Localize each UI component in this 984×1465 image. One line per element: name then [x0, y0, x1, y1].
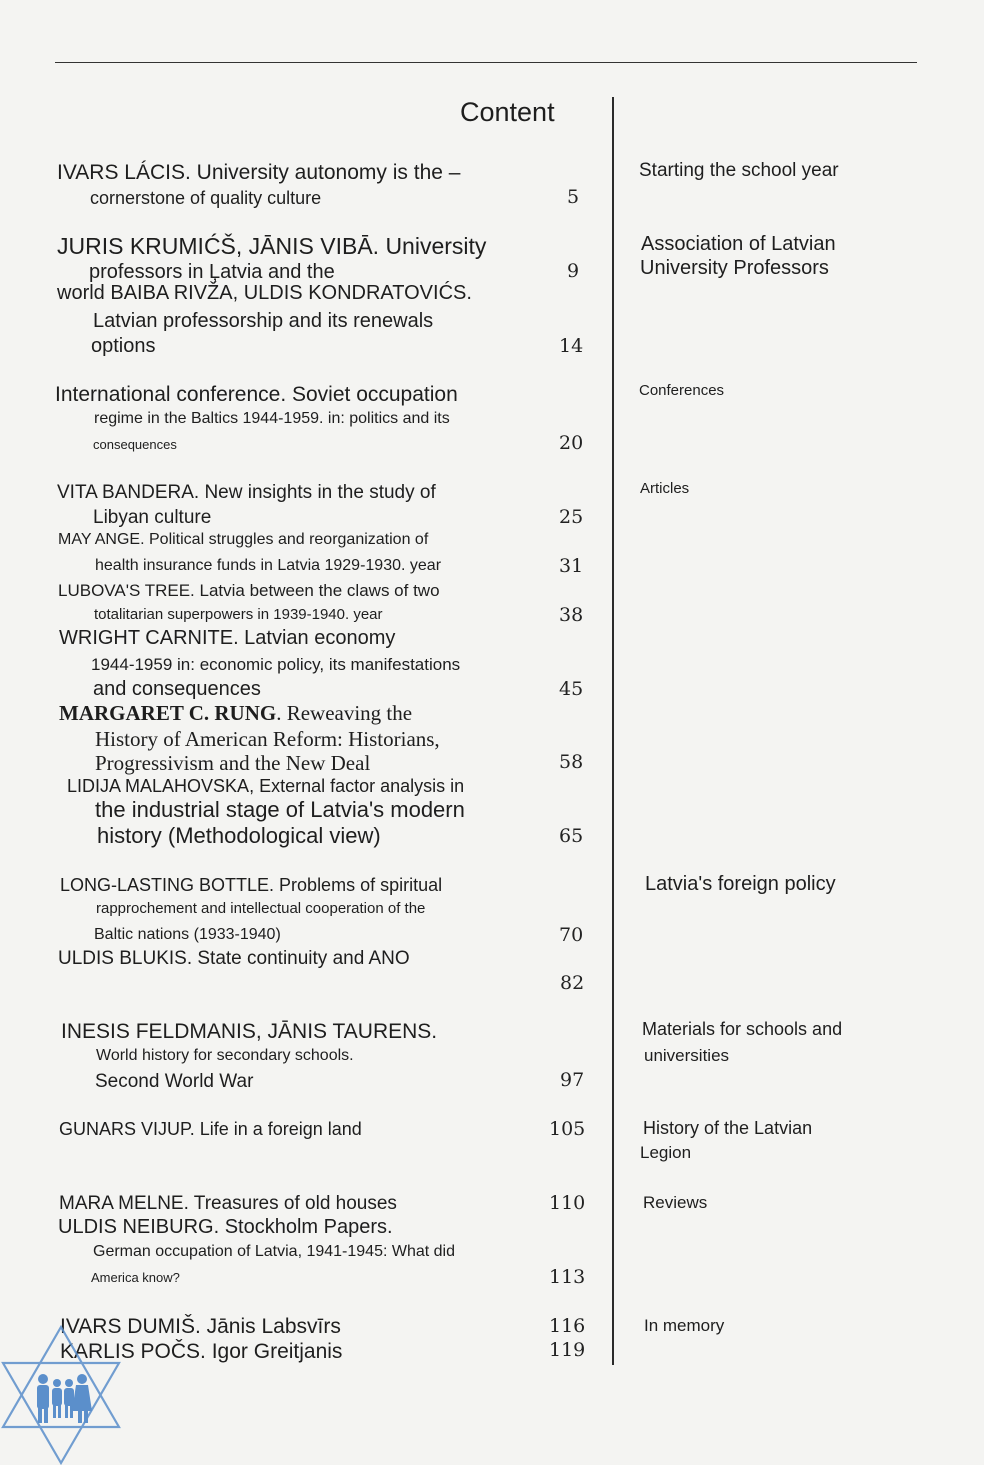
entry-line	[59, 703, 412, 724]
entry-line: 1944-1959 in: economic policy, its manifestations	[91, 655, 461, 674]
section-label: Legion	[640, 1143, 692, 1162]
page-title: Content	[460, 97, 555, 127]
entry-line: LIDIJA MALAHOVSKA, External factor analysis in	[67, 776, 465, 796]
entry-line: rapprochement and intellectual cooperation of the	[96, 900, 426, 917]
entry-line: the industrial stage of Latvia's modern	[95, 797, 465, 822]
entry-line: JURIS KRUMIĆŠ, JĀNIS VIBĀ. University	[57, 233, 487, 259]
entry-line: ULDIS NEIBURG. Stockholm Papers.	[58, 1216, 393, 1238]
entry-line: health insurance funds in Latvia 1929-1930. year	[95, 557, 442, 574]
entry-line: Baltic nations (1933-1940)	[94, 926, 281, 943]
entry-author: MARGARET C. RUNG	[59, 701, 277, 725]
section-label: Association of Latvian	[641, 233, 836, 255]
entry-line: LUBOVA'S TREE. Latvia between the claws of two	[58, 581, 440, 600]
entry-line: LONG-LASTING BOTTLE. Problems of spiritual	[60, 875, 443, 895]
page-number: 116	[549, 1315, 586, 1337]
entry-line: Libyan culture	[93, 507, 212, 528]
section-label: Latvia's foreign policy	[645, 873, 836, 895]
entry-line: World history for secondary schools.	[96, 1047, 354, 1064]
page-number: 38	[559, 604, 584, 626]
entry-line: MARA MELNE. Treasures of old houses	[59, 1193, 397, 1214]
entry-line: professors in Ļatvia and the	[89, 261, 335, 283]
page-number: 31	[559, 555, 584, 577]
page-number: 25	[559, 506, 584, 528]
column-divider	[612, 97, 614, 1365]
section-label: Starting the school year	[639, 160, 839, 181]
entry-line: options	[91, 335, 156, 357]
page-number: 82	[560, 972, 585, 994]
entry-line: consequences	[93, 437, 177, 452]
section-label: History of the Latvian	[643, 1118, 813, 1138]
section-label: University Professors	[640, 257, 829, 279]
top-rule	[55, 62, 917, 63]
entry-line: regime in the Baltics 1944-1959. in: politics and its	[94, 410, 450, 427]
section-label: Materials for schools and	[642, 1019, 843, 1039]
page-number: 70	[559, 924, 584, 946]
entry-line: VITA BANDERA. New insights in the study of	[57, 482, 436, 503]
entry-line: WRIGHT CARNITE. Latvian economy	[59, 627, 396, 649]
entry-line: IVARS DUMIŠ. Jānis Labsvīrs	[60, 1315, 341, 1338]
page-number: 110	[549, 1192, 586, 1214]
page-number: 14	[559, 335, 584, 357]
entry-line: INESIS FELDMANIS, JĀNIS TAURENS.	[61, 1020, 438, 1043]
entry-line: totalitarian superpowers in 1939-1940. year	[94, 606, 383, 623]
entry-line: world BAIBA RIVŽA, ULDIS KONDRATOVIĆS.	[57, 282, 472, 304]
page-number: 97	[560, 1069, 585, 1091]
page-number: 20	[559, 432, 584, 454]
page-number: 105	[549, 1118, 586, 1140]
section-label: Articles	[640, 480, 690, 497]
entry-line: and consequences	[93, 678, 261, 700]
page-number: 65	[559, 825, 584, 847]
entry-line: America know?	[91, 1270, 180, 1285]
entry-line: cornerstone of quality culture	[90, 188, 322, 208]
entry-line: GUNARS VIJUP. Life in a foreign land	[59, 1119, 362, 1139]
entry-line: ULDIS BLUKIS. State continuity and ANO	[58, 948, 410, 969]
page-number: 119	[549, 1339, 586, 1361]
entry-line: Progressivism and the New Deal	[95, 751, 371, 775]
page-number: 9	[567, 260, 580, 282]
page-number: 58	[559, 751, 584, 773]
entry-line: KARLIS POČS. Igor Greitjanis	[60, 1340, 343, 1363]
page-number: 113	[549, 1266, 586, 1288]
entry-line: history (Methodological view)	[97, 823, 381, 848]
page-number: 45	[559, 678, 584, 700]
entry-line: International conference. Soviet occupation	[55, 383, 458, 406]
entry-title-start: . Reweaving the	[276, 701, 413, 725]
section-label: Reviews	[643, 1193, 708, 1212]
page-number: 5	[567, 186, 580, 208]
entry-line: German occupation of Latvia, 1941-1945: What did	[93, 1243, 455, 1260]
entry-line: Latvian professorship and its renewals	[93, 310, 434, 332]
entry-line: Second World War	[95, 1071, 254, 1092]
entry-line: History of American Reform: Historians,	[95, 727, 440, 751]
section-label: In memory	[644, 1316, 725, 1335]
section-label: universities	[644, 1046, 730, 1065]
entry-line: MAY ANGE. Political struggles and reorganization of	[58, 531, 429, 548]
section-label: Conferences	[639, 382, 725, 399]
star-of-david-logo-icon	[0, 1325, 122, 1465]
entry-line: IVARS LÁCIS. University autonomy is the –	[57, 161, 461, 184]
